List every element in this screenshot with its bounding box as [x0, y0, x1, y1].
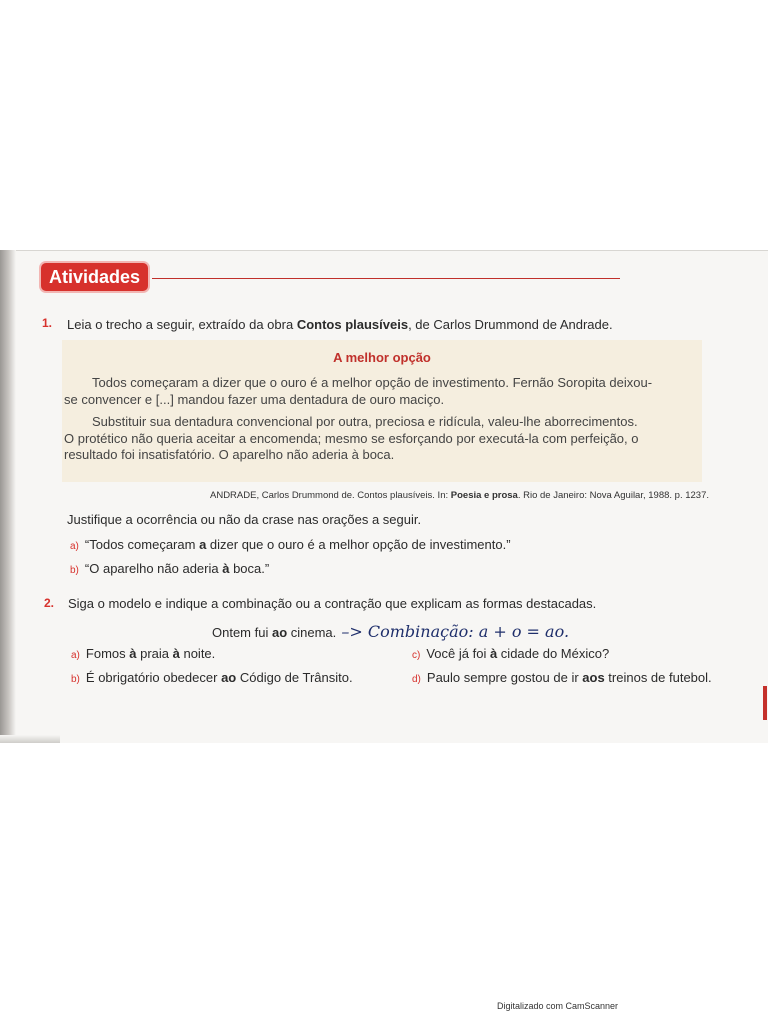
item-text: cidade do México?: [497, 646, 610, 661]
item-text: É obrigatório obedecer: [85, 670, 222, 685]
excerpt-line: resultado foi insatisfatório. O aparelho não aderia à boca.: [64, 447, 395, 462]
item-text: Você já foi: [426, 646, 490, 661]
item-text: “O aparelho não aderia: [84, 561, 223, 576]
item-highlight: a: [199, 537, 207, 552]
item-text: praia: [136, 646, 173, 661]
item-letter: a): [70, 541, 79, 552]
q1-item-b: [70, 561, 269, 576]
source-pre: ANDRADE, Carlos Drummond de. Contos plausíveis. In:: [210, 490, 451, 501]
item-letter: d): [412, 674, 421, 685]
q2-item-d: [412, 670, 712, 685]
q1-item-a: [70, 537, 511, 552]
page-binding-shadow: [0, 250, 16, 742]
model-pre: Ontem fui: [212, 625, 272, 640]
item-letter: b): [70, 565, 79, 576]
excerpt-title: A melhor opção: [333, 350, 431, 365]
model-post: cinema.: [287, 625, 337, 640]
question-2-number: 2.: [44, 596, 55, 610]
item-text: noite.: [179, 646, 216, 661]
item-highlight: à: [129, 646, 137, 661]
question-2-prompt: Siga o modelo e indique a combinação ou a contração que explicam as formas destacadas.: [68, 596, 597, 611]
q2-item-b: [71, 670, 353, 685]
q1-work-title: Contos plausíveis: [296, 317, 409, 332]
item-highlight: à: [222, 561, 230, 576]
item-highlight: ao: [221, 670, 237, 685]
section-rule: [152, 278, 620, 279]
source-book: Poesia e prosa: [450, 490, 518, 501]
model-sentence: [212, 622, 569, 641]
question-1-prompt: [67, 317, 613, 332]
model-highlight: ao: [271, 625, 288, 640]
item-text: Fomos: [85, 646, 130, 661]
q2-item-a: [71, 646, 215, 661]
handwritten-answer: –> Combinação: a + o = ao.: [336, 622, 570, 641]
item-text: treinos de futebol.: [604, 670, 712, 685]
item-text: Código de Trânsito.: [236, 670, 353, 685]
item-highlight: à: [172, 646, 180, 661]
question-1-instruction: Justifique a ocorrência ou não da crase nas orações a seguir.: [67, 512, 422, 527]
q2-item-c: [412, 646, 609, 661]
excerpt-box: [62, 340, 702, 482]
q1-prompt-pre: Leia o trecho a seguir, extraído da obra: [67, 317, 297, 332]
excerpt-source: [210, 490, 709, 501]
source-post: . Rio de Janeiro: Nova Aguilar, 1988. p. 1237.: [517, 490, 710, 501]
item-letter: a): [71, 650, 80, 661]
item-highlight: aos: [582, 670, 605, 685]
item-highlight: à: [489, 646, 498, 661]
item-letter: c): [412, 650, 421, 661]
excerpt-line: se convencer e [...] mandou fazer uma dentadura de ouro maciço.: [64, 392, 445, 407]
page-side-mark: [763, 686, 767, 720]
excerpt-line: O protético não queria aceitar a encomenda; mesmo se esforçando por executá-la com perfeição, o: [64, 431, 639, 446]
section-badge: Atividades: [41, 263, 148, 291]
scanner-watermark: Digitalizado com CamScanner: [497, 1001, 619, 1011]
q1-prompt-post: , de Carlos Drummond de Andrade.: [408, 317, 613, 332]
item-text: “Todos começaram: [84, 537, 200, 552]
question-1-number: 1.: [42, 316, 53, 330]
item-letter: b): [71, 674, 80, 685]
excerpt-line: Substituir sua dentadura convencional por outra, preciosa e ridícula, valeu-lhe aborrecimentos.: [92, 414, 638, 429]
item-text: dizer que o ouro é a melhor opção de investimento.”: [206, 537, 511, 552]
page-corner-shadow: [0, 735, 60, 743]
item-text: boca.”: [229, 561, 270, 576]
item-text: Paulo sempre gostou de ir: [426, 670, 583, 685]
excerpt-line: Todos começaram a dizer que o ouro é a melhor opção de investimento. Fernão Soropita deixou-: [92, 375, 653, 390]
